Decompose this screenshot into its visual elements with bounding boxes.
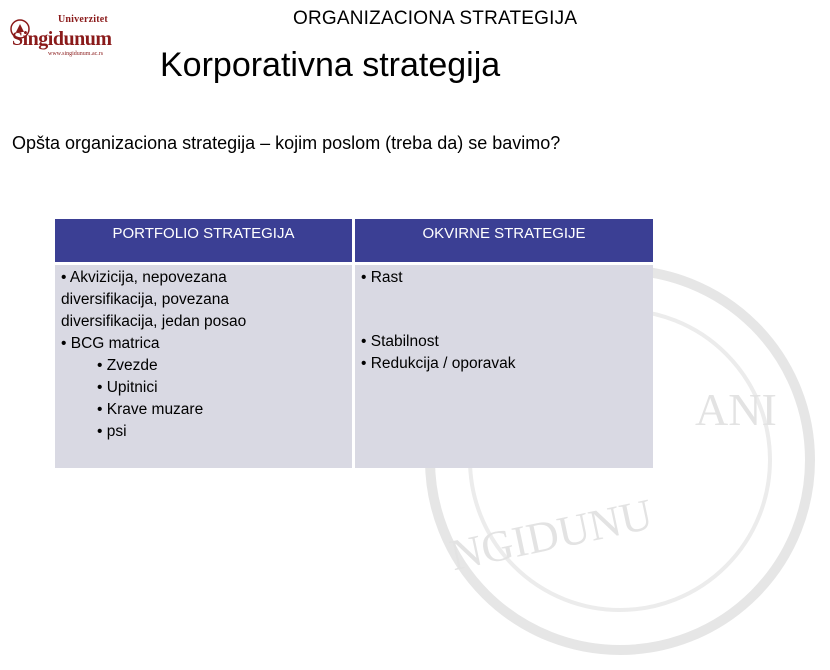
list-item: • Akvizicija, nepovezana xyxy=(61,269,227,286)
section-title: ORGANIZACIONA STRATEGIJA xyxy=(293,8,578,29)
list-item: • BCG matrica xyxy=(61,335,160,352)
spacer xyxy=(361,289,647,331)
slide-title: Korporativna strategija xyxy=(160,46,501,84)
watermark-text-top: ANI xyxy=(695,384,777,435)
university-logo xyxy=(10,14,115,62)
strategy-table xyxy=(55,219,653,468)
table-header-portfolio: PORTFOLIO STRATEGIJA xyxy=(55,219,352,262)
list-subitem: • Krave muzare xyxy=(97,401,204,418)
logo-url: www.singidunum.ac.rs xyxy=(48,51,104,57)
table-header-framework: OKVIRNE STRATEGIJE xyxy=(355,219,653,262)
logo-university-label: Univerzitet xyxy=(58,14,108,25)
list-subitem: • Upitnici xyxy=(97,379,158,396)
list-item: • Stabilnost xyxy=(361,333,439,350)
list-item: • Rast xyxy=(361,269,403,286)
slide-subtitle: Opšta organizaciona strategija – kojim poslom (treba da) se bavimo? xyxy=(12,133,561,153)
table-cell-framework xyxy=(355,265,653,468)
list-item: • Redukcija / oporavak xyxy=(361,355,516,372)
watermark-text-bottom: NGIDUNU xyxy=(445,489,657,581)
list-subitem: • psi xyxy=(97,423,127,440)
logo-name: Singidunum xyxy=(12,28,112,50)
list-item: diversifikacija, povezana xyxy=(61,291,230,308)
table-cell-portfolio xyxy=(55,265,352,468)
list-item: diversifikacija, jedan posao xyxy=(61,313,247,330)
list-subitem: • Zvezde xyxy=(97,357,158,374)
